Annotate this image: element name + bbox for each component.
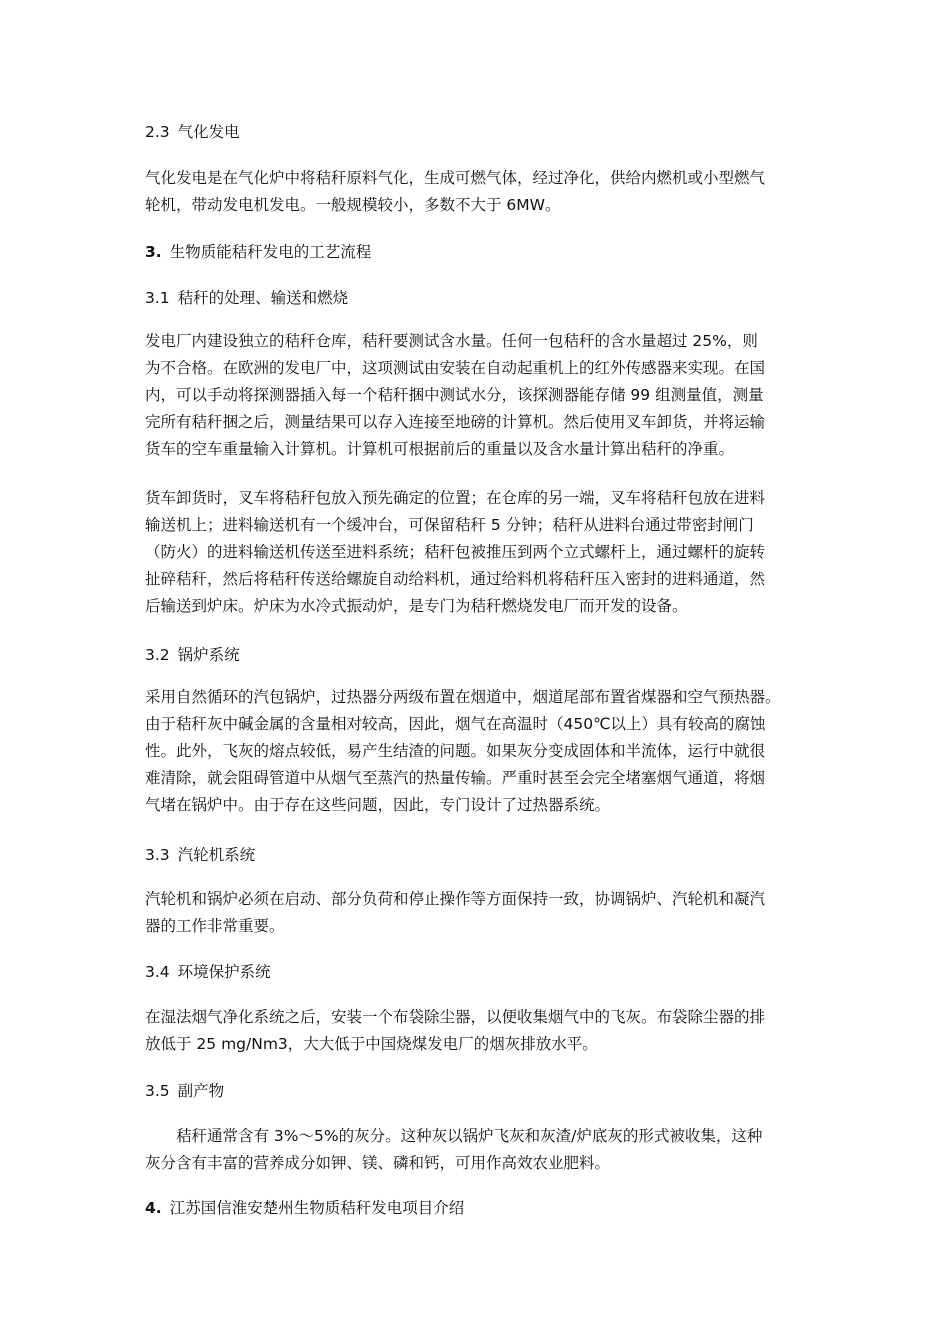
section-heading-3 bbox=[145, 242, 811, 262]
paragraph-line: 汽轮机和锅炉必须在启动、部分负荷和停止操作等方面保持一致，协调锅炉、汽轮机和凝汽 bbox=[145, 890, 766, 908]
section-number: 3.4 bbox=[145, 963, 170, 981]
paragraph-byproducts bbox=[145, 1123, 811, 1177]
section-heading-3-5 bbox=[145, 1081, 811, 1101]
section-title: 环境保护系统 bbox=[177, 963, 271, 981]
paragraph-unloading bbox=[145, 485, 811, 620]
section-title: 副产物 bbox=[177, 1082, 225, 1100]
paragraph-line: 气化发电是在气化炉中将秸秆原料气化，生成可燃气体，经过净化，供给内燃机或小型燃气 bbox=[145, 169, 766, 187]
paragraph-environment bbox=[145, 1004, 811, 1058]
paragraph-line: 货车卸货时，叉车将秸秆包放入预先确定的位置；在仓库的另一端，叉车将秸秆包放在进料 bbox=[145, 489, 766, 507]
section-number: 4. bbox=[145, 1199, 162, 1217]
section-title: 秸秆的处理、输送和燃烧 bbox=[177, 289, 349, 307]
paragraph-line: 轮机，带动发电机发电。一般规模较小，多数不大于 6MW。 bbox=[145, 196, 561, 214]
paragraph-line: 性。此外，飞灰的熔点较低，易产生结渣的问题。如果灰分变成固体和半流体，运行中就很 bbox=[145, 742, 766, 760]
section-title: 汽轮机系统 bbox=[177, 846, 256, 864]
section-heading-3-2 bbox=[145, 645, 811, 665]
paragraph-line: 后输送到炉床。炉床为水冷式振动炉，是专门为秸秆燃烧发电厂而开发的设备。 bbox=[145, 597, 688, 615]
paragraph-line: （防火）的进料输送机传送至进料系统；秸秆包被推压到两个立式螺杆上，通过螺杆的旋转 bbox=[145, 543, 766, 561]
section-number: 3.2 bbox=[145, 646, 170, 664]
paragraph-line: 完所有秸秆捆之后，测量结果可以存入连接至地磅的计算机。然后使用叉车卸货，并将运输 bbox=[145, 413, 766, 431]
paragraph-line: 灰分含有丰富的营养成分如钾、镁、磷和钙，可用作高效农业肥料。 bbox=[145, 1154, 611, 1172]
paragraph-line: 扯碎秸秆，然后将秸秆传送给螺旋自动给料机，通过给料机将秸秆压入密封的进料通道，然 bbox=[145, 570, 766, 588]
paragraph-line: 难清除，就会阻碍管道中从烟气至蒸汽的热量传输。严重时甚至会完全堵塞烟气通道，将烟 bbox=[145, 769, 766, 787]
paragraph-line: 发电厂内建设独立的秸秆仓库，秸秆要测试含水量。任何一包秸秆的含水量超过 25%，则 bbox=[145, 332, 758, 350]
paragraph-line: 在湿法烟气净化系统之后，安装一个布袋除尘器，以便收集烟气中的飞灰。布袋除尘器的排 bbox=[145, 1008, 766, 1026]
section-title: 江苏国信淮安楚州生物质秸秆发电项目介绍 bbox=[169, 1199, 465, 1217]
paragraph-line: 采用自然循环的汽包锅炉，过热器分两级布置在烟道中，烟道尾部布置省煤器和空气预热器。 bbox=[145, 688, 781, 706]
section-heading-3-1 bbox=[145, 288, 811, 308]
paragraph-line: 由于秸秆灰中碱金属的含量相对较高，因此，烟气在高温时（450℃以上）具有较高的腐蚀 bbox=[145, 715, 766, 733]
paragraph-boiler bbox=[145, 684, 811, 819]
section-number: 3.3 bbox=[145, 846, 170, 864]
paragraph-line: 秸秆通常含有 3%～5%的灰分。这种灰以锅炉飞灰和灰渣/炉底灰的形式被收集，这种 bbox=[176, 1127, 763, 1145]
paragraph-line: 货车的空车重量输入计算机。计算机可根据前后的重量以及含水量计算出秸秆的净重。 bbox=[145, 440, 735, 458]
paragraph-line: 放低于 25 mg/Nm3，大大低于中国烧煤发电厂的烟灰排放水平。 bbox=[145, 1035, 598, 1053]
section-title: 气化发电 bbox=[177, 123, 240, 141]
paragraph-line: 内，可以手动将探测器插入每一个秸秆捆中测试水分，该探测器能存储 99 组测量值，测量 bbox=[145, 386, 764, 404]
paragraph-line: 器的工作非常重要。 bbox=[145, 917, 285, 935]
section-number: 3.1 bbox=[145, 289, 170, 307]
paragraph-line: 输送机上；进料输送机有一个缓冲台，可保留秸秆 5 分钟；秸秆从进料台通过带密封闸门 bbox=[145, 516, 754, 534]
paragraph-gasification bbox=[145, 165, 811, 219]
paragraph-turbine bbox=[145, 886, 811, 940]
paragraph-line: 气堵在锅炉中。由于存在这些问题，因此，专门设计了过热器系统。 bbox=[145, 796, 611, 814]
section-number: 2.3 bbox=[145, 123, 170, 141]
section-heading-2-3 bbox=[145, 122, 811, 142]
section-title: 锅炉系统 bbox=[177, 646, 240, 664]
section-heading-4 bbox=[145, 1198, 811, 1218]
section-title: 生物质能秸秆发电的工艺流程 bbox=[169, 243, 372, 261]
paragraph-straw-warehouse bbox=[145, 328, 811, 463]
section-heading-3-4 bbox=[145, 962, 811, 982]
section-number: 3. bbox=[145, 243, 162, 261]
paragraph-line: 为不合格。在欧洲的发电厂中，这项测试由安装在自动起重机上的红外传感器来实现。在国 bbox=[145, 359, 766, 377]
section-heading-3-3 bbox=[145, 845, 811, 865]
section-number: 3.5 bbox=[145, 1082, 170, 1100]
